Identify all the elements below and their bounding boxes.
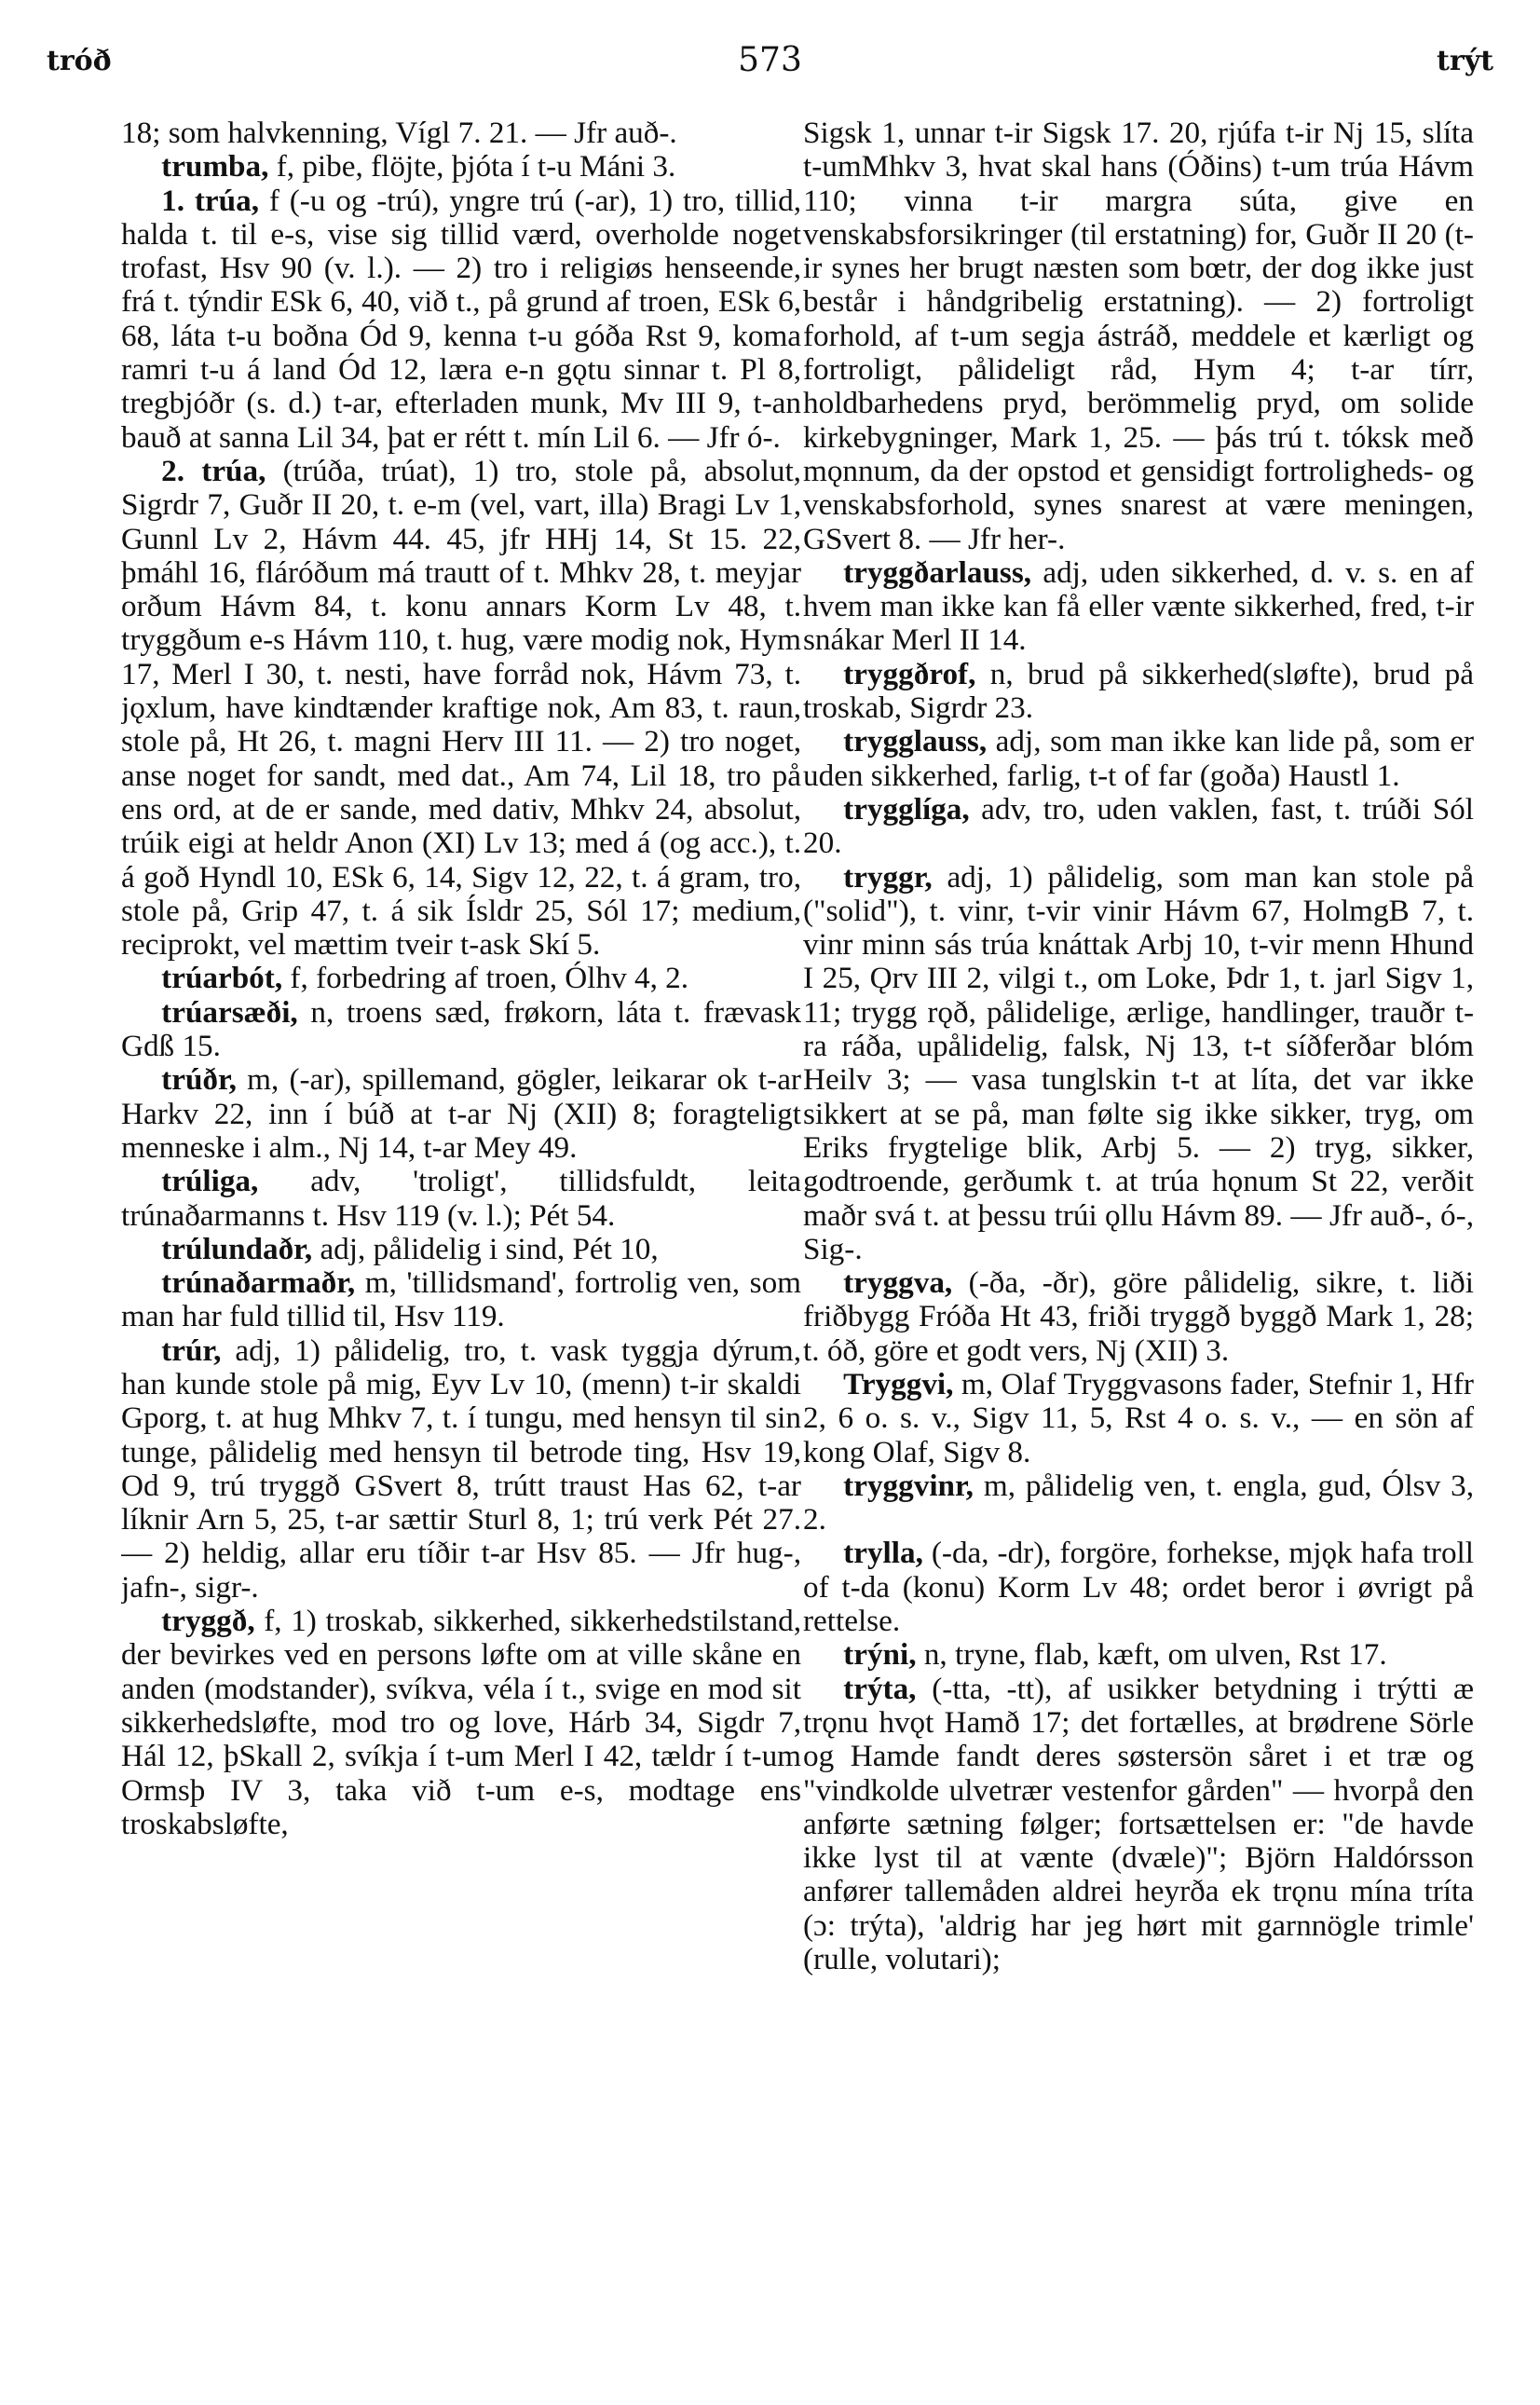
entry-definition: n, brud på sikkerhed(sløfte), brud på troskab, Sigrdr 23. bbox=[803, 656, 1474, 726]
dictionary-entry bbox=[803, 1537, 1474, 1638]
dictionary-entry bbox=[803, 793, 1474, 861]
entry-headword: trygglíga, bbox=[843, 791, 970, 827]
entry-definition: (trúða, trúat), 1) tro, stole på, absolut, Sigrdr 7, Guðr II 20, t. e-m (vel, vart, illa) Bragi Lv 1, Gunnl Lv 2, Hávm 44. 45, jfr HHj 14, St 15. 22, þmáhl 16, fláróðum má trautt of t. Mhkv 28, t. meyjar orðum Hávm 84, t. konu annars Korm Lv 48, t. tryggðum e-s Hávm 110, t. hug, være modig nok, Hym 17, Merl I 30, t. nesti, have forråd nok, Hávm 73, t. jǫxlum, have kindtænder kraftige nok, Am 83, t. raun, stole på, Ht 26, t. magni Herv III 11. — 2) tro noget, anse noget for sandt, med dat., Am 74, Lil 18, tro på ens ord, at de er sande, med dativ, Mhkv 24, absolut, trúik eigi at heldr Anon (XI) Lv 13; med á (og acc.), t. á goð Hyndl 10, ESk 6, 14, Sigv 12, 22, t. á gram, tro, stole på, Grip 47, t. á sik Ísldr 25, Sól 17; medium, reciprokt, vel mættim tveir t-ask Skí 5. bbox=[121, 453, 801, 963]
entry-definition: (-da, -dr), forgöre, forhekse, mjǫk hafa troll of t-da (konu) Korm Lv 48; ordet beror i øvrigt på rettelse. bbox=[803, 1536, 1474, 1639]
entry-headword: tryggðrof, bbox=[843, 656, 976, 691]
entry-headword: 1. trúa, bbox=[161, 183, 260, 218]
entry-definition: 18; som halvkenning, Vígl 7. 21. — Jfr auð-. bbox=[121, 116, 677, 150]
entry-definition: m, (-ar), spillemand, gögler, leikarar ok t-ar Harkv 22, inn í búð at t-ar Nj (XII) 8; foragteligt menneske i alm., Nj 14, t-ar Mey 49. bbox=[121, 1062, 801, 1165]
dictionary-entry bbox=[121, 1605, 801, 1841]
dictionary-entry bbox=[803, 725, 1474, 793]
left-column bbox=[121, 116, 801, 2381]
dictionary-entry bbox=[803, 1368, 1474, 1469]
dictionary-entry bbox=[121, 962, 801, 995]
dictionary-entry bbox=[121, 184, 801, 455]
entry-headword: tryggvinr, bbox=[843, 1468, 974, 1503]
dictionary-entry bbox=[803, 1266, 1474, 1368]
entry-definition: n, tryne, flab, kæft, om ulven, Rst 17. bbox=[916, 1637, 1387, 1673]
dictionary-entry bbox=[121, 150, 801, 184]
entry-headword: trylla, bbox=[843, 1536, 923, 1571]
entry-definition: adj, 1) pålidelig, tro, t. vask tyggja dýrum, han kunde stole på mig, Eyv Lv 10, (menn) t-ir skaldi Gporg, t. at hug Mhkv 7, t. í tungu, med hensyn til sin tunge, pålidelig med hensyn til betrode ting, Hsv 19, Od 9, trú tryggð GSvert 8, trútt traust Has 62, t-ar líknir Arn 5, 25, t-ar sættir Sturl 8, 1; trú verk Pét 27. — 2) heldig, allar eru tíðir t-ar Hsv 85. — Jfr hug-, jafn-, sigr-. bbox=[121, 1332, 801, 1605]
entry-definition: n, troens sæd, frøkorn, láta t. frævask Gdß 15. bbox=[121, 994, 801, 1064]
entry-definition: (-ða, -ðr), göre pålidelig, sikre, t. liði friðbygg Fróða Ht 43, friði tryggð byggð Mark 1, 28; t. óð, göre et godt vers, Nj (XII) 3. bbox=[803, 1265, 1474, 1368]
dictionary-entry bbox=[803, 658, 1474, 726]
dictionary-entry bbox=[121, 1266, 801, 1334]
dictionary-entry bbox=[803, 556, 1474, 658]
page-header bbox=[47, 41, 1493, 91]
entry-definition: f, forbedring af troen, Ólhv 4, 2. bbox=[282, 961, 689, 996]
entry-headword: trúlundaðr, bbox=[161, 1231, 313, 1266]
entry-headword: trúarsæði, bbox=[161, 994, 298, 1030]
dictionary-entry bbox=[803, 1673, 1474, 1977]
entry-headword: trúnaðarmaðr, bbox=[161, 1265, 356, 1301]
entry-headword: tryggðarlauss, bbox=[843, 554, 1032, 590]
entry-definition: adj, uden sikkerhed, d. v. s. en af hvem man ikke kan få eller vænte sikkerhed, fred, t-ir snákar Merl II 14. bbox=[803, 554, 1474, 658]
dictionary-entry bbox=[121, 1063, 801, 1165]
dictionary-entry bbox=[803, 1638, 1474, 1672]
entry-headword: trúr, bbox=[161, 1332, 222, 1368]
entry-definition: m, pålidelig ven, t. engla, gud, Ólsv 3, 2. bbox=[803, 1468, 1474, 1537]
dictionary-entry bbox=[121, 1334, 801, 1605]
entry-definition: adv, tro, uden vaklen, fast, t. trúði Sól 20. bbox=[803, 791, 1474, 861]
entry-headword: trygglauss, bbox=[843, 724, 988, 759]
dictionary-entry bbox=[803, 116, 1474, 556]
dictionary-entry bbox=[803, 1469, 1474, 1537]
entry-definition: f, pibe, flöjte, þjóta í t-u Máni 3. bbox=[268, 149, 676, 184]
entry-definition: f, 1) troskab, sikkerhed, sikkerhedstilstand, der bevirkes ved en persons løfte om at ville skåne en anden (modstander), svíkva, véla í t., svige en mod sit sikkerhedsløfte, mod tro og love, Hárb 34, Sigdr 7, Hál 12, þSkall 2, svíkja í t-um Merl I 42, tældr í t-um Ormsþ IV 3, taka við t-um e-s, modtage ens troskabsløfte, bbox=[121, 1604, 801, 1841]
dictionary-entry bbox=[803, 861, 1474, 1267]
entry-definition: (-tta, -tt), af usikker betydning i trýtti æ trǫnu hvǫt Hamð 17; det fortælles, at brødrene Sörle og Hamde fandt deres søstersön såret i et træ og "vindkolde ulvetrær vestenfor gården" — hvorpå den anførte sætning følger; fortsættelsen er: "de havde ikke lyst til at vænte (dvæle)"; Björn Haldórsson anfører tallemåden aldrei heyrða ek trǫnu mína tríta (ɔ: trýta), 'aldrig har jeg hørt mit garnnögle trimle' (rulle, volutari); bbox=[803, 1671, 1474, 1977]
entry-headword: Tryggvi, bbox=[843, 1366, 954, 1401]
entry-headword: trumba, bbox=[161, 149, 269, 184]
entry-definition: adj, pålidelig i sind, Pét 10, bbox=[312, 1231, 659, 1266]
entry-definition: f (-u og -trú), yngre trú (-ar), 1) tro, tillid, halda t. til e-s, vise sig tillid værd, overholde noget trofast, Hsv 90 (v. l.). — 2) tro i religiøs henseende, frá t. týndir ESk 6, 40, við t., på grund af troen, ESk 6, 68, láta t-u boðna Ód 9, kenna t-u góða Rst 9, koma ramri t-u á land Ód 12, læra e-n gǫtu sinnar t. Pl 8, tregbjóðr (s. d.) t-ar, efterladen munk, Mv III 9, t-an bauð at sanna Lil 34, þat er rétt t. mín Lil 6. — Jfr ó-. bbox=[121, 183, 801, 455]
entry-headword: tryggr, bbox=[843, 859, 933, 895]
entry-definition: Sigsk 1, unnar t-ir Sigsk 17. 20, rjúfa t-ir Nj 15, slíta t-umMhkv 3, hvat skal hans (Óðins) t-um trúa Hávm 110; vinna t-ir margra súta, give en venskabsforsikringer (til erstatning) for, Guðr II 20 (t-ir synes her brugt næsten som bœtr, der dog ikke just består i håndgribelig erstatning). — 2) fortroligt forhold, af t-um segja ástráð, meddele et kærligt og fortroligt, pålideligt råd, Hym 4; t-ar tírr, holdbarhedens pryd, berömmelig pryd, om solide kirkebygninger, Mark 1, 25. — þás trú t. tóksk með mǫnnum, da der opstod et gensidigt fortroligheds- og venskabsforhold, synes snarest at være meningen, GSvert 8. — Jfr her-. bbox=[803, 116, 1474, 556]
page-number: 573 bbox=[738, 41, 802, 79]
entry-headword: trýni, bbox=[843, 1637, 917, 1673]
entry-definition: m, Olaf Tryggvasons fader, Stefnir 1, Hfr 2, 6 o. s. v., Sigv 11, 5, Rst 4 o. s. v., — en sön af kong Olaf, Sigv 8. bbox=[803, 1366, 1474, 1469]
right-running-head: trýt bbox=[1437, 45, 1493, 77]
dictionary-entry bbox=[121, 455, 801, 962]
right-column bbox=[803, 116, 1474, 2381]
left-running-head: tróð bbox=[47, 45, 112, 77]
entry-definition: m, 'tillidsmand', fortrolig ven, som man har fuld tillid til, Hsv 119. bbox=[121, 1265, 801, 1334]
dictionary-entry bbox=[121, 996, 801, 1064]
dictionary-entry bbox=[121, 116, 801, 150]
dictionary-entry bbox=[121, 1233, 801, 1266]
entry-headword: tryggð, bbox=[161, 1604, 255, 1639]
entry-headword: 2. trúa, bbox=[161, 453, 266, 488]
entry-headword: trúarbót, bbox=[161, 961, 283, 996]
entry-headword: trúliga, bbox=[161, 1164, 259, 1199]
entry-definition: adj, 1) pålidelig, som man kan stole på ("solid"), t. vinr, t-vir vinir Hávm 67, HolmgB 7, t. vinr minn sás trúa knáttak Arbj 10, t-vir menn Hhund I 25, Ǫrv III 2, vilgi t., om Loke, Þdr 1, t. jarl Sigv 1, 11; trygg rǫð, pålidelige, ærlige, handlinger, trauðr t-ra ráða, upålidelig, falsk, Nj 13, t-t síðferðar blóm Heilv 3; — vasa tunglskin t-t at líta, det var ikke sikkert at se på, man følte sig ikke sikker, tryg, om Eriks frygtelige blik, Arbj 5. — 2) tryg, sikker, godtroende, gerðumk t. at trúa hǫnum St 22, verðit maðr svá t. at þessu trúi ǫllu Hávm 89. — Jfr auð-, ó-, Sig-. bbox=[803, 859, 1474, 1266]
entry-headword: trýta, bbox=[843, 1671, 917, 1706]
entry-definition: adj, som man ikke kan lide på, som er uden sikkerhed, farlig, t-t of far (goða) Haustl 1. bbox=[803, 724, 1474, 793]
dictionary-entry bbox=[121, 1165, 801, 1233]
entry-headword: tryggva, bbox=[843, 1265, 953, 1301]
entry-definition: adv, 'troligt', tillidsfuldt, leita trúnaðarmanns t. Hsv 119 (v. l.); Pét 54. bbox=[121, 1164, 801, 1233]
entry-headword: trúðr, bbox=[161, 1062, 237, 1098]
